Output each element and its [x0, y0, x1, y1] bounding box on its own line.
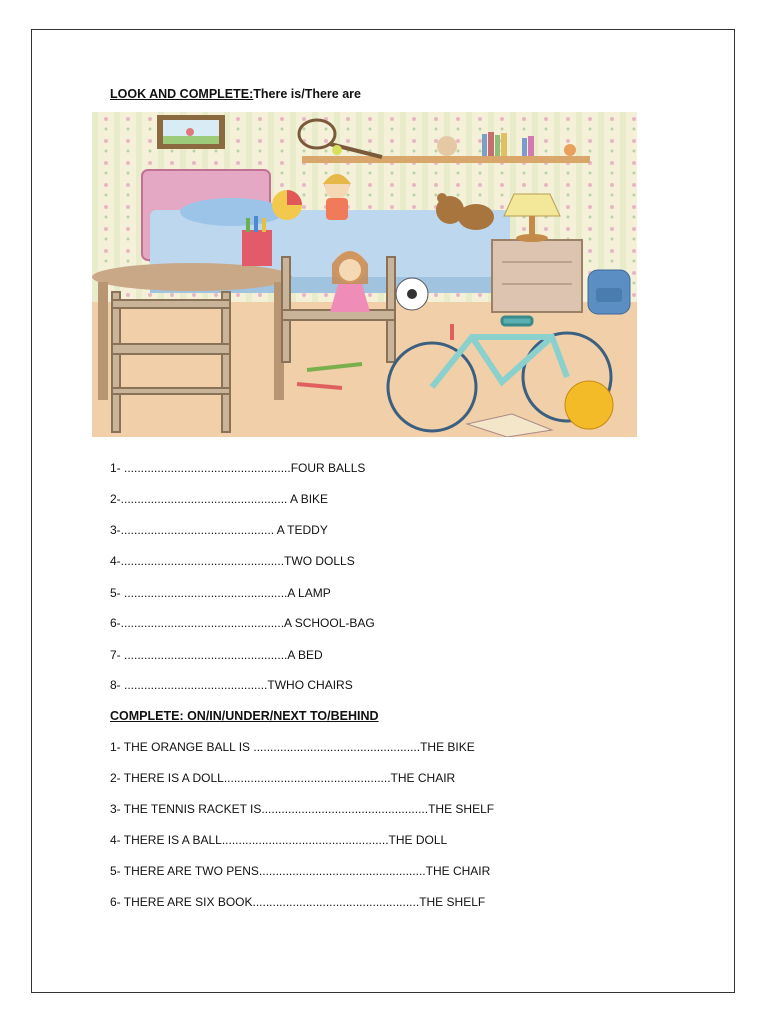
floor	[92, 302, 637, 437]
bedroom-illustration	[92, 112, 637, 437]
exercise2-item-3: 3- THE TENNIS RACKET IS..................................................THE SHELF	[110, 802, 495, 816]
exercise1-item-1: 1- ..................................................FOUR BALLS	[110, 461, 366, 475]
exercise1-item-6: 6-.................................................A SCHOOL-BAG	[110, 616, 375, 630]
exercise2-item-6: 6- THERE ARE SIX BOOK..................................................THE SHELF	[110, 895, 486, 909]
exercise2-item-2: 2- THERE IS A DOLL..................................................THE CHAIR	[110, 771, 456, 785]
exercise1-item-3: 3-.............................................. A TEDDY	[110, 523, 328, 537]
worksheet-heading	[110, 87, 361, 101]
exercise2-item-5: 5- THERE ARE TWO PENS..................................................THE CHAIR	[110, 864, 491, 878]
pencil-cup	[242, 230, 272, 266]
doll-on-chair	[330, 251, 370, 312]
soccer-ball	[396, 278, 428, 310]
exercise2-item-4: 4- THERE IS A BALL..................................................THE DOLL	[110, 833, 448, 847]
pillow	[180, 198, 284, 226]
orange-ball	[565, 381, 613, 429]
nightstand	[492, 240, 582, 312]
heading-instruction: LOOK AND COMPLETE:	[110, 87, 254, 101]
exercise1-item-4: 4-.................................................TWO DOLLS	[110, 554, 355, 568]
heading-topic: There is/There are	[253, 87, 361, 101]
exercise1-item-8: 8- ...........................................TWHO CHAIRS	[110, 678, 353, 692]
school-bag	[588, 270, 630, 314]
exercise1-item-5: 5- .................................................A LAMP	[110, 586, 331, 600]
picture-frame	[157, 115, 225, 149]
exercise1-item-2: 2-.................................................. A BIKE	[110, 492, 329, 506]
exercise2-heading: COMPLETE: ON/IN/UNDER/NEXT TO/BEHIND	[110, 709, 379, 723]
exercise2-item-1: 1- THE ORANGE BALL IS ..................................................THE BIKE	[110, 740, 475, 754]
exercise1-item-7: 7- .................................................A BED	[110, 648, 323, 662]
